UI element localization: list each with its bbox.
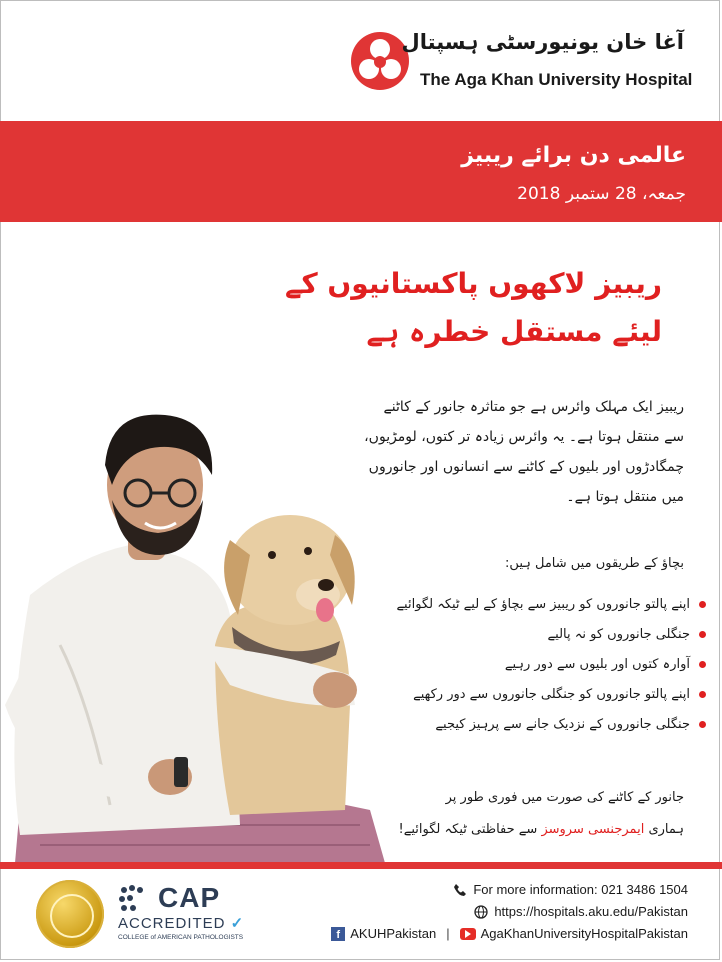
footer-divider xyxy=(0,862,722,869)
list-item: اپنے پالتو جانوروں کو ریبیز سے بچاؤ کے لیے ٹیکہ لگوائیے xyxy=(366,590,706,620)
cap-accredited-text: ACCREDITED ✓ xyxy=(118,915,245,932)
cap-accredited-logo xyxy=(118,882,268,948)
phone-text: For more information: 021 3486 1504 xyxy=(473,882,688,897)
closing-post: سے حفاظتی ٹیکہ لگوائیے! xyxy=(398,822,538,837)
headline-line-2: لیئے مستقل خطرہ ہے xyxy=(366,315,662,348)
globe-icon xyxy=(474,905,488,919)
prevention-heading: بچاؤ کے طریقوں میں شامل ہیں: xyxy=(505,556,684,571)
headline xyxy=(262,260,662,356)
intro-line-1: ریبیز ایک مہلک وائرس ہے جو متاثرہ جانور کے کاٹنے xyxy=(383,399,684,415)
intro-line-4: میں منتقل ہوتا ہے۔ xyxy=(566,489,684,505)
prevention-list xyxy=(366,590,706,740)
headline-line-1: ریبیز لاکھوں پاکستانیوں کے xyxy=(284,267,662,300)
logo-urdu-name: آغا خان یونیورسٹی ہسپتال xyxy=(401,30,684,54)
phone-icon xyxy=(453,883,467,897)
website-link[interactable]: https://hospitals.aku.edu/Pakistan xyxy=(494,904,688,919)
cap-subtitle: COLLEGE of AMERICAN PATHOLOGISTS xyxy=(118,934,244,941)
event-date: جمعہ، 28 ستمبر 2018 xyxy=(517,184,686,204)
facebook-link[interactable]: AKUHPakistan xyxy=(350,926,437,941)
closing-line-1: جانور کے کاٹنے کی صورت میں فوری طور پر xyxy=(445,790,684,805)
social-separator: | xyxy=(446,926,450,941)
youtube-link[interactable]: AgaKhanUniversityHospitalPakistan xyxy=(480,926,688,941)
bullet-dot-icon xyxy=(699,661,706,668)
closing-line-2 xyxy=(399,822,684,837)
youtube-icon xyxy=(460,928,476,940)
logo-english-name: The Aga Khan University Hospital xyxy=(420,70,693,89)
bullet-dot-icon xyxy=(699,631,706,638)
facebook-icon: f xyxy=(331,927,345,941)
cap-dots-icon xyxy=(118,884,152,914)
closing-pre: ہماری xyxy=(648,822,684,837)
akuh-logo xyxy=(346,26,696,96)
list-item: جنگلی جانوروں کے نزدیک جانے سے پرہیز کیجیے xyxy=(366,710,706,740)
event-banner xyxy=(0,121,722,222)
list-item: اپنے پالتو جانوروں کو جنگلی جانوروں سے دور رکھیے xyxy=(366,680,706,710)
joint-commission-seal-icon xyxy=(36,880,104,948)
list-item: جنگلی جانوروں کو نہ پالیے xyxy=(366,620,706,650)
intro-line-2: سے منتقل ہوتا ہے۔ یہ وائرس زیادہ تر کتوں، لومڑیوں، xyxy=(364,429,684,445)
checkmark-icon: ✓ xyxy=(225,915,245,932)
bullet-dot-icon xyxy=(699,721,706,728)
bullet-dot-icon xyxy=(699,601,706,608)
phone-contact xyxy=(453,882,688,897)
list-item: آوارہ کتوں اور بلیوں سے دور رہیے xyxy=(366,650,706,680)
event-title: عالمی دن برائے ریبیز xyxy=(461,143,686,168)
man-with-dog-photo xyxy=(0,405,400,863)
website-contact[interactable] xyxy=(474,904,688,919)
intro-line-3: چمگادڑوں اور بلیوں کے کاٹنے سے انسانوں اور جانوروں xyxy=(368,459,684,475)
emergency-services-highlight: ایمرجنسی سروسز xyxy=(541,822,645,837)
bullet-dot-icon xyxy=(699,691,706,698)
cap-title: CAP xyxy=(158,882,221,913)
intro-paragraph xyxy=(354,392,684,512)
social-links xyxy=(331,926,688,941)
